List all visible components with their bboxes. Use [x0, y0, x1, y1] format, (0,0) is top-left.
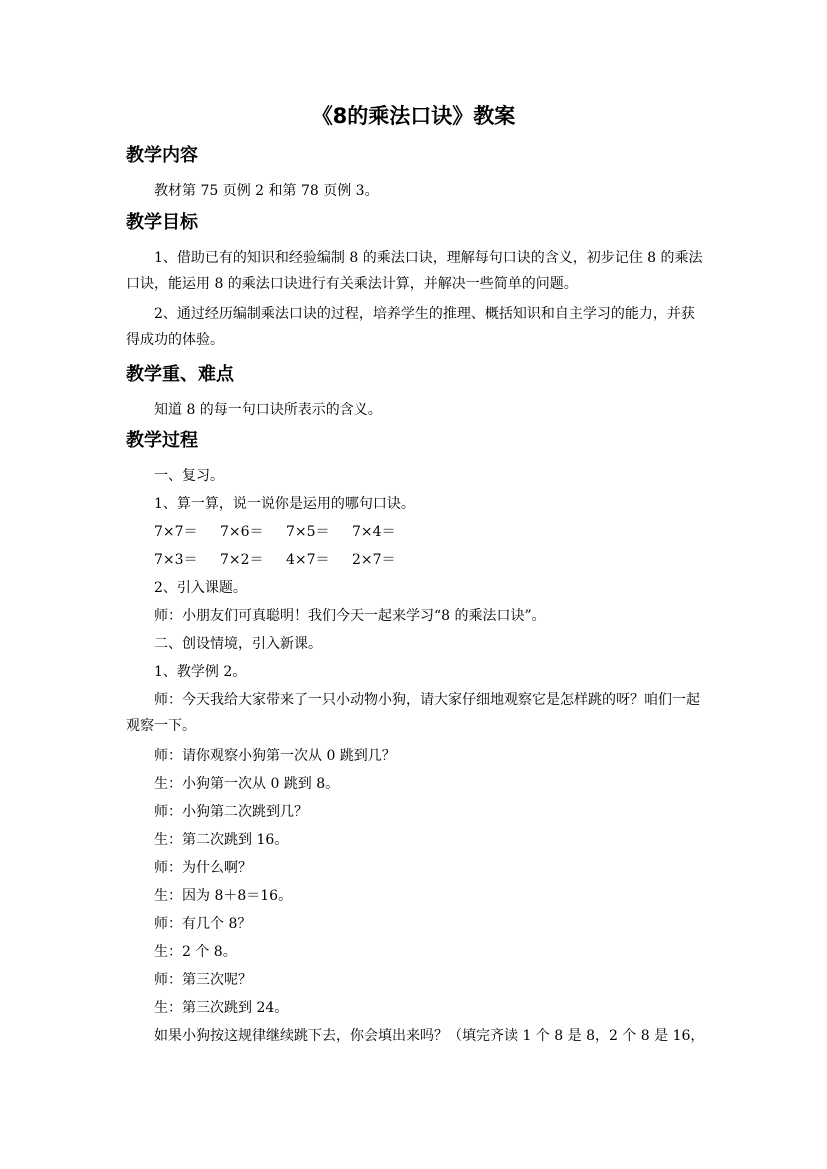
example-2-heading: 1、教学例 2。 [154, 664, 247, 680]
review-heading: 一、复习。 [154, 468, 224, 484]
goal-2: 2、通过经历编制乘法口诀的过程，培养学生的推理、概括知识和自主学习的能力，并获得成功的体验。 [126, 306, 695, 348]
heading-teaching-content: 教学内容 [126, 145, 198, 166]
dialogue-line: 生：2 个 8。 [154, 944, 237, 960]
calc-item: 7×3＝ [154, 552, 198, 568]
calc-intro: 1、算一算，说一说你是运用的哪句口诀。 [154, 496, 415, 512]
dialogue-line: 师：第三次呢？ [154, 972, 252, 988]
page-title: 《8的乘法口诀》教案 [311, 104, 516, 128]
heading-teaching-goals: 教学目标 [126, 212, 198, 233]
calc-item: 7×5＝ [286, 524, 330, 540]
calc-item: 7×2＝ [220, 552, 264, 568]
intro-topic: 2、引入课题。 [154, 580, 247, 596]
calc-item: 2×7＝ [352, 552, 396, 568]
content-text: 教材第 75 页例 2 和第 78 页例 3。 [154, 183, 379, 199]
calc-item: 7×6＝ [220, 524, 264, 540]
dialogue-line: 生：因为 8＋8＝16。 [154, 888, 293, 904]
last-paragraph: 如果小狗按这规律继续跳下去，你会填出来吗？（填完齐读 1 个 8 是 8，2 个 8 是 16， [154, 1028, 705, 1044]
dialogue-line: 师：请你观察小狗第一次从 0 跳到几？ [154, 748, 396, 764]
dialogue-line: 师：为什么啊？ [154, 860, 252, 876]
dialogue-line: 师：有几个 8？ [154, 916, 252, 932]
teacher-intro: 师：小朋友们可真聪明！我们今天一起来学习“8 的乘法口诀”。 [154, 608, 546, 624]
dialogue-line: 师：小狗第二次跳到几？ [154, 804, 308, 820]
calc-row-2 [154, 547, 418, 573]
teacher-story: 师：今天我给大家带来了一只小动物小狗，请大家仔细地观察它是怎样跳的呀？咱们一起观察一下。 [126, 692, 700, 734]
calc-item: 4×7＝ [286, 552, 330, 568]
calc-row-1 [154, 519, 418, 545]
part-two-heading: 二、创设情境，引入新课。 [154, 636, 322, 652]
calc-item: 7×7＝ [154, 524, 198, 540]
heading-teaching-process: 教学过程 [126, 430, 198, 451]
goal-1: 1、借助已有的知识和经验编制 8 的乘法口诀，理解每句口诀的含义，初步记住 8 的乘法口诀，能运用 8 的乘法口诀进行有关乘法计算，并解决一些简单的问题。 [126, 250, 703, 292]
dialogue-line: 生：小狗第一次从 0 跳到 8。 [154, 776, 340, 792]
heading-key-points: 教学重、难点 [126, 364, 234, 385]
key-points-text: 知道 8 的每一句口诀所表示的含义。 [154, 402, 382, 418]
dialogue-line: 生：第三次跳到 24。 [154, 1000, 289, 1016]
dialogue-line: 生：第二次跳到 16。 [154, 832, 289, 848]
calc-item: 7×4＝ [352, 524, 396, 540]
